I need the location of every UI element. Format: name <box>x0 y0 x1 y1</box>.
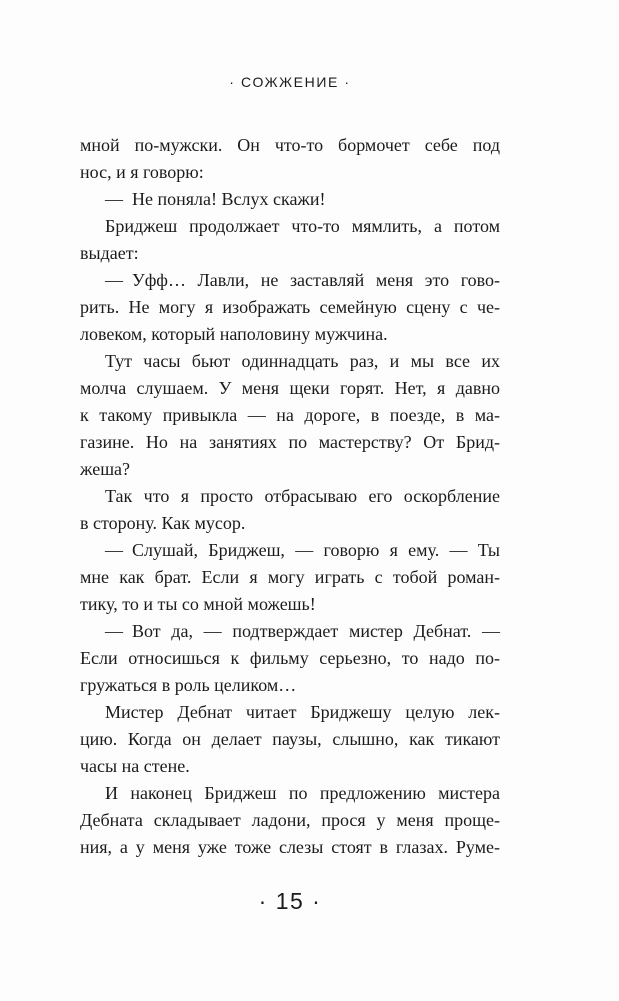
text-line: жеша? <box>80 459 131 479</box>
text-line: тику, то и ты со мной можешь! <box>80 594 316 614</box>
text-line: ловеком, который наполовину мужчина. <box>80 324 388 344</box>
text-line: — Слушай, Бриджеш, — говорю я ему. — Ты <box>105 540 500 560</box>
text-line: — Уфф… Лавли, не заставляй меня это гово- <box>105 270 500 290</box>
text-line: Тут часы бьют одиннадцать раз, и мы все их <box>105 351 500 371</box>
text-line: Дебната складывает ладони, прося у меня проще- <box>80 810 500 830</box>
text-line: И наконец Бриджеш по предложению мистера <box>105 783 500 803</box>
text-line: Если относишься к фильму серьезно, то надо по- <box>80 648 500 668</box>
text-line: ния, а у меня уже тоже слезы стоят в глазах. Руме- <box>80 837 500 857</box>
text-line: мной по-мужски. Он что-то бормочет себе под <box>80 135 500 155</box>
text-line: к такому привыкла — на дороге, в поезде, в ма- <box>80 405 500 425</box>
text-line: Бриджеш продолжает что-то мямлить, а потом <box>105 216 500 236</box>
text-line: — Не поняла! Вслух скажи! <box>105 189 326 209</box>
text-line: Мистер Дебнат читает Бриджешу целую лек- <box>105 702 500 722</box>
text-line: мне как брат. Если я могу играть с тобой роман- <box>80 567 500 587</box>
text-line: цию. Когда он делает паузы, слышно, как тикают <box>80 729 500 749</box>
text-line: часы на стене. <box>80 756 190 776</box>
text-line: рить. Не могу я изображать семейную сцену с че- <box>80 297 500 317</box>
text-line: в сторону. Как мусор. <box>80 513 246 533</box>
text-line: — Вот да, — подтверждает мистер Дебнат. — <box>105 621 500 641</box>
text-line: гружаться в роль целиком… <box>80 675 297 695</box>
running-header: · СОЖЖЕНИЕ · <box>229 74 351 90</box>
page-number: · 15 · <box>258 888 322 914</box>
text-line: Так что я просто отбрасываю его оскорбление <box>105 486 500 506</box>
text-line: нос, и я говорю: <box>80 162 204 182</box>
text-line: газине. Но на занятиях по мастерству? От Брид- <box>80 432 500 452</box>
body-text-block <box>80 132 500 861</box>
text-line: выдает: <box>80 243 139 263</box>
text-line: молча слушаем. У меня щеки горят. Нет, я давно <box>80 378 500 398</box>
